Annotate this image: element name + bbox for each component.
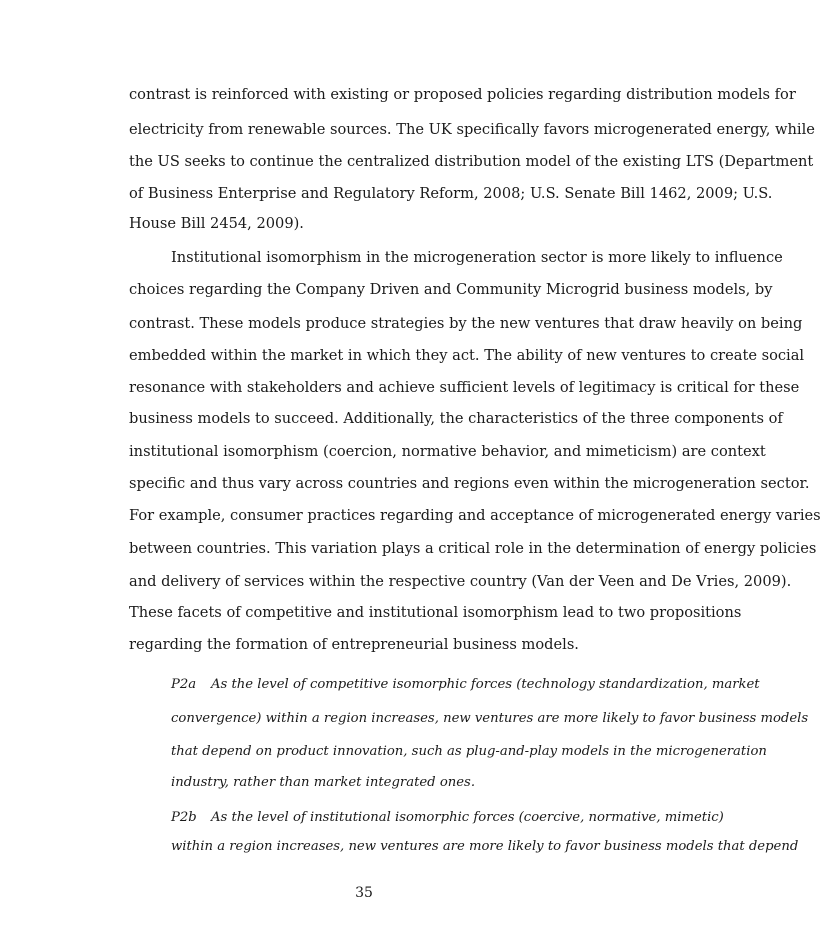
proposition-p2a: [171, 676, 760, 694]
proposition-line: convergence) within a region increases, new ventures are more likely to favor business models: [171, 711, 809, 726]
body-line: embedded within the market in which they act. The ability of new ventures to create social: [129, 347, 805, 364]
body-line: and delivery of services within the respective country (Van der Veen and De Vries, 2009).: [129, 573, 792, 590]
body-line: electricity from renewable sources. The UK specifically favors microgenerated energy, while: [129, 121, 815, 138]
body-line: of Business Enterprise and Regulatory Reform, 2008; U.S. Senate Bill 1462, 2009; U.S.: [129, 185, 773, 202]
body-line: between countries. This variation plays a critical role in the determination of energy policies: [129, 540, 817, 557]
proposition-line: that depend on product innovation, such as plug-and-play models in the microgeneration: [171, 744, 767, 759]
body-line: specific and thus vary across countries and regions even within the microgeneration sector.: [129, 475, 810, 492]
proposition-line: within a region increases, new ventures are more likely to favor business models that depend: [171, 839, 799, 854]
proposition-text: As the level of competitive isomorphic forces (technology standardization, market: [211, 677, 760, 692]
proposition-line: industry, rather than market integrated ones.: [171, 775, 476, 790]
proposition-label: P2b: [171, 810, 197, 825]
body-line: institutional isomorphism (coercion, normative behavior, and mimeticism) are context: [129, 443, 766, 460]
body-line: contrast is reinforced with existing or proposed policies regarding distribution models for: [129, 86, 796, 103]
body-line: business models to succeed. Additionally, the characteristics of the three components of: [129, 410, 783, 427]
body-line: For example, consumer practices regarding and acceptance of microgenerated energy varies: [129, 507, 821, 524]
body-line: resonance with stakeholders and achieve sufficient levels of legitimacy is critical for these: [129, 379, 800, 396]
body-line: choices regarding the Company Driven and Community Microgrid business models, by: [129, 281, 773, 298]
body-line: These facets of competitive and institutional isomorphism lead to two propositions: [129, 604, 742, 621]
proposition-text: As the level of institutional isomorphic forces (coercive, normative, mimetic): [211, 810, 724, 825]
proposition-p2b: [171, 809, 724, 827]
page-number: 35: [355, 885, 373, 901]
body-line: contrast. These models produce strategies by the new ventures that draw heavily on being: [129, 315, 803, 332]
body-line: the US seeks to continue the centralized distribution model of the existing LTS (Department: [129, 153, 814, 170]
body-line: regarding the formation of entrepreneurial business models.: [129, 636, 579, 653]
body-line: House Bill 2454, 2009).: [129, 215, 304, 232]
proposition-label: P2a: [171, 677, 197, 692]
body-line: Institutional isomorphism in the microgeneration sector is more likely to influence: [171, 249, 783, 266]
